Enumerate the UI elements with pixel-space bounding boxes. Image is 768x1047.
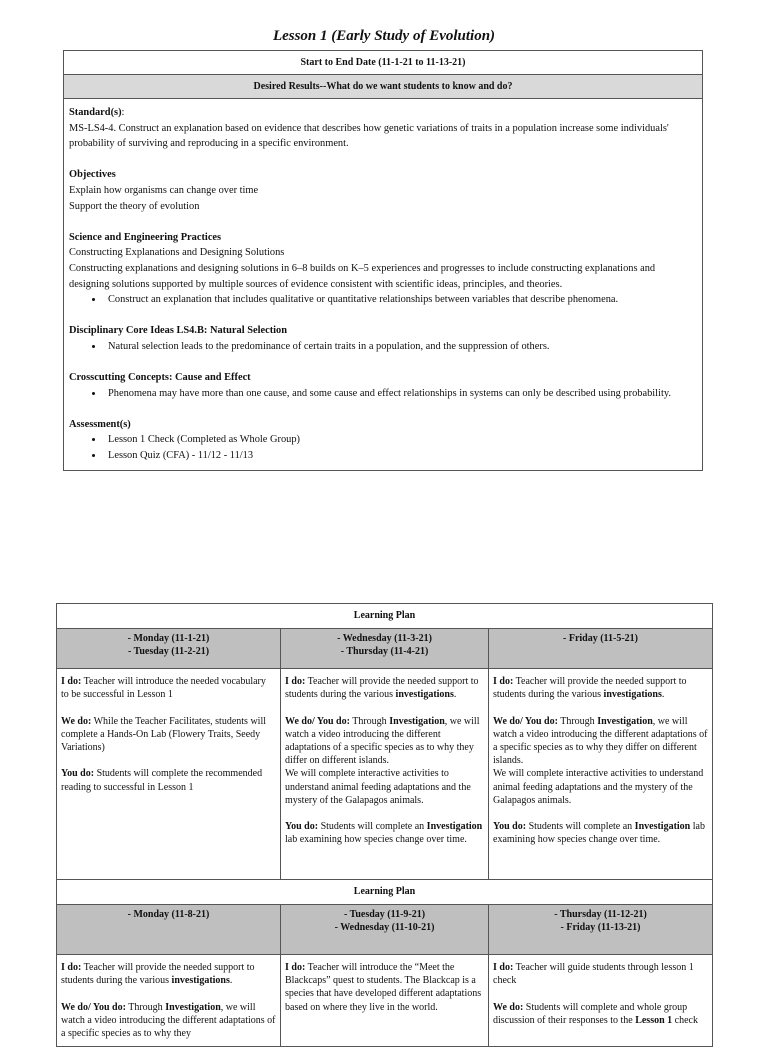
core-ideas-bullet: • Natural selection leads to the predominance of certain traits in a population, and the suppression of others. (104, 339, 697, 355)
overview-content (64, 99, 702, 470)
practices-description: Constructing explanations and designing solutions in 6–8 builds on K–5 experiences and progresses to include constructing explanations and designing solutions supported by multiple sources of evidence consistent with scientific ideas, principles, and theories. (69, 262, 656, 290)
crosscutting-list (69, 386, 697, 402)
lesson-overview-table (63, 50, 703, 471)
objective-line: Explain how organisms can change over time (69, 184, 259, 196)
plan-cell: I do: Teacher will guide students through lesson 1 check We do: Students will complete and whole group discussion of their responses to the Lesson 1 check (489, 955, 713, 1047)
standards-text: MS-LS4-4. Construct an explanation based on evidence that describes how genetic variations of traits in a population increase some individuals' probability of surviving and reproducing in a specific environment. (69, 122, 669, 150)
day-header: - Tuesday (11-9-21) - Wednesday (11-10-21) (281, 905, 489, 955)
assessment-list (69, 432, 697, 463)
date-range-row: Start to End Date (11-1-21 to 11-13-21) (64, 51, 702, 75)
learning-plan-header: Learning Plan (57, 880, 713, 905)
core-ideas-list (69, 339, 697, 355)
crosscutting-heading: Crosscutting Concepts: Cause and Effect (69, 372, 251, 384)
day-header: - Wednesday (11-3-21) - Thursday (11-4-21) (281, 629, 489, 669)
day-header: - Friday (11-5-21) (489, 629, 713, 669)
standards-heading: Standard(s): (69, 107, 125, 118)
plan-cell: I do: Teacher will provide the needed support to students during the various investigations. We do/ You do: Through Investigation, we will watch a video introducing the different adaptations of a specific species as to why they (57, 955, 281, 1047)
plan-cell: I do: Teacher will provide the needed support to students during the various investigations. We do/ You do: Through Investigation, we will watch a video introducing the different adaptations of a specific species as to why they differ on different islands. We will complete interactive activities to understand animal feeding adaptations and the mystery of the Galapagos animals. You do: Students will complete an Investigation lab examining how species change over time. (281, 669, 489, 880)
practices-line: Constructing Explanations and Designing Solutions (69, 247, 285, 259)
day-header: - Monday (11-8-21) (57, 905, 281, 955)
assessment-bullet: • Lesson Quiz (CFA) - 11/12 - 11/13 (104, 448, 697, 464)
core-ideas-heading: Disciplinary Core Ideas LS4.B: Natural Selection (69, 325, 288, 337)
practices-bullet: • Construct an explanation that includes qualitative or quantitative relationships between variables that describe phenomena. (104, 292, 697, 308)
assessment-bullet: • Lesson 1 Check (Completed as Whole Group) (104, 432, 697, 448)
page-title: Lesson 1 (Early Study of Evolution) (272, 28, 496, 44)
day-header: - Monday (11-1-21) - Tuesday (11-2-21) (57, 629, 281, 669)
plan-cell: I do: Teacher will introduce the needed vocabulary to be successful in Lesson 1 We do: While the Teacher Facilitates, students will complete a Hands-On Lab (Flowery Traits, Seedy Variations) You do: Students will complete the recommended reading to successful in Lesson 1 (57, 669, 281, 880)
learning-plan-header: Learning Plan (57, 604, 713, 629)
desired-results-row: Desired Results--What do we want students to know and do? (64, 75, 702, 99)
day-header: - Thursday (11-12-21) - Friday (11-13-21) (489, 905, 713, 955)
practices-list (69, 292, 697, 308)
crosscutting-bullet: • Phenomena may have more than one cause, and some cause and effect relationships in systems can only be described using probability. (104, 386, 697, 402)
learning-plan-table (56, 603, 713, 1047)
objective-line: Support the theory of evolution (69, 200, 200, 212)
objectives-heading: Objectives (69, 169, 116, 181)
assessment-heading: Assessment(s) (69, 418, 131, 430)
plan-cell: I do: Teacher will introduce the “Meet the Blackcaps” quest to students. The Blackcap is a species that have developed different adaptations based on where they live in the world. (281, 955, 489, 1047)
plan-cell: I do: Teacher will provide the needed support to students during the various investigations. We do/ You do: Through Investigation, we will watch a video introducing the different adaptations of a specific species as to why they differ on different islands. We will complete interactive activities to understand animal feeding adaptations and the mystery of the Galapagos animals. You do: Students will complete an Investigation lab examining how species change over time. (489, 669, 713, 880)
practices-heading: Science and Engineering Practices (69, 231, 222, 243)
